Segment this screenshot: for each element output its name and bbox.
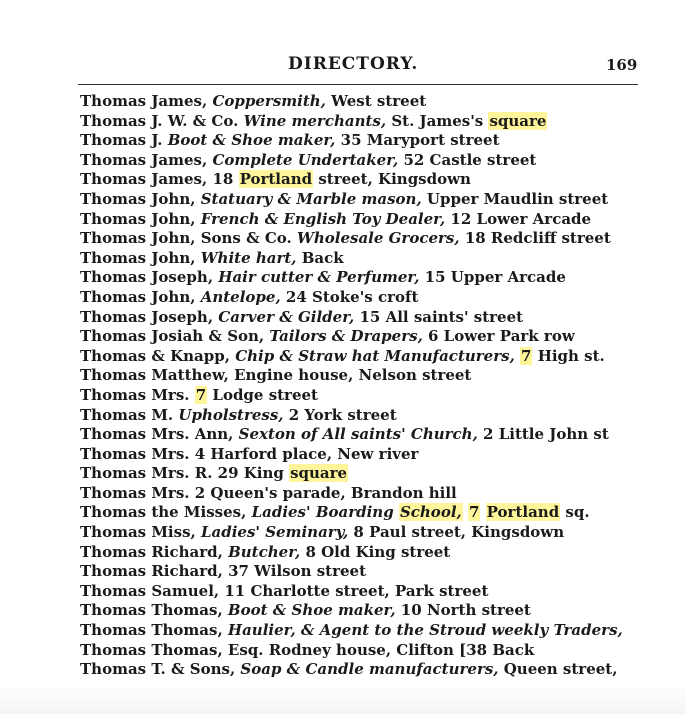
entry-text: Thomas J. W. & Co.: [80, 111, 244, 130]
directory-entry: [80, 170, 660, 190]
directory-entry: [80, 523, 660, 543]
directory-entry: [80, 425, 660, 445]
directory-entry: [80, 464, 660, 484]
directory-entry: [80, 445, 660, 465]
entry-text: Thomas John, Sons & Co.: [80, 229, 297, 248]
entry-text: 12 Lower Arcade: [445, 209, 592, 228]
directory-entry: [80, 543, 660, 563]
search-highlight: Portland: [239, 170, 313, 189]
directory-entry: [80, 347, 660, 367]
directory-entry: [80, 660, 660, 680]
entry-text: Back: [296, 248, 344, 267]
page-number: 169: [606, 56, 638, 74]
entry-occupation: White hart,: [200, 248, 297, 267]
directory-entry: [80, 621, 660, 641]
entry-text: Thomas Miss,: [80, 523, 201, 542]
entry-text: Thomas Mrs. 4 Harford place, New river: [80, 444, 419, 463]
entry-text: Thomas Matthew, Engine house, Nelson street: [80, 366, 472, 385]
entry-occupation: Sexton of All saints' Church,: [238, 425, 478, 444]
entry-occupation: Complete Undertaker,: [212, 150, 399, 169]
directory-entry: [80, 131, 660, 151]
directory-entry: [80, 190, 660, 210]
entry-text: Lodge street: [207, 385, 318, 404]
directory-entries: [80, 92, 660, 680]
entry-occupation: French & English Toy Dealer,: [200, 209, 446, 228]
entry-text: 35 Maryport street: [335, 131, 500, 150]
search-highlight: square: [290, 464, 348, 483]
entry-occupation: Wine merchants,: [243, 111, 387, 130]
search-highlight: School,: [399, 503, 462, 522]
entry-text: Thomas M.: [80, 405, 179, 424]
entry-text: 2 York street: [283, 405, 397, 424]
entry-text: Thomas John,: [80, 287, 201, 306]
entry-text: Thomas Mrs.: [80, 385, 195, 404]
search-highlight: 7: [468, 503, 480, 522]
entry-text: Thomas the Misses,: [80, 503, 252, 522]
directory-entry: [80, 327, 660, 347]
directory-entry: [80, 601, 660, 621]
directory-entry: [80, 503, 660, 523]
directory-entry: [80, 562, 660, 582]
entry-text: Thomas Joseph,: [80, 268, 219, 287]
entry-occupation: Upholstress,: [178, 405, 284, 424]
entry-text: 8 Paul street, Kingsdown: [348, 523, 565, 542]
entry-text: Thomas Richard,: [80, 542, 229, 561]
entry-text: Thomas James,: [80, 150, 213, 169]
entry-text: Thomas Richard, 37 Wilson street: [80, 562, 367, 581]
entry-occupation: Coppersmith,: [212, 92, 326, 110]
entry-text: West street: [325, 92, 427, 110]
entry-text: 24 Stoke's croft: [280, 287, 419, 306]
entry-text: Upper Maudlin street: [421, 189, 609, 208]
entry-occupation: Wholesale Grocers,: [297, 229, 460, 248]
directory-entry: [80, 308, 660, 328]
entry-text: Thomas Josiah & Son,: [80, 327, 270, 346]
entry-occupation: Boot & Shoe maker,: [167, 131, 336, 150]
directory-entry: [80, 386, 660, 406]
entry-text: Thomas John,: [80, 248, 201, 267]
entry-text: 10 North street: [395, 601, 531, 620]
entry-text: 15 All saints' street: [354, 307, 524, 326]
entry-occupation: Statuary & Marble mason,: [200, 189, 422, 208]
directory-entry: [80, 406, 660, 426]
search-highlight: Portland: [486, 503, 560, 522]
entry-text: Thomas Thomas, Esq. Rodney house, Clifton [38 Back: [80, 640, 535, 659]
search-highlight: square: [489, 111, 547, 130]
entry-text: Thomas James, 18: [80, 170, 239, 189]
entry-text: Queen street,: [498, 660, 618, 679]
entry-text: Thomas T. & Sons,: [80, 660, 241, 679]
directory-entry: [80, 229, 660, 249]
entry-text: Thomas J.: [80, 131, 168, 150]
entry-occupation: Antelope,: [200, 287, 281, 306]
entry-occupation: Boot & Shoe maker,: [227, 601, 396, 620]
entry-text: 18 Redcliff street: [459, 229, 611, 248]
entry-text: 15 Upper Arcade: [419, 268, 566, 287]
header-rule: [78, 84, 638, 85]
entry-occupation: Chip & Straw hat Manufacturers,: [235, 346, 515, 365]
entry-occupation: Ladies' Boarding: [251, 503, 399, 522]
search-highlight: 7: [195, 385, 207, 404]
directory-entry: [80, 582, 660, 602]
entry-text: Thomas & Knapp,: [80, 346, 236, 365]
entry-text: St. James's: [386, 111, 489, 130]
directory-entry: [80, 249, 660, 269]
entry-text: Thomas Thomas,: [80, 601, 228, 620]
entry-text: 52 Castle street: [398, 150, 537, 169]
entry-occupation: Soap & Candle manufacturers,: [240, 660, 499, 679]
entry-text: Thomas James,: [80, 92, 213, 110]
entry-occupation: Ladies' Seminary,: [200, 523, 349, 542]
entry-occupation: Hair cutter & Perfumer,: [218, 268, 420, 287]
directory-entry: [80, 484, 660, 504]
entry-text: Thomas John,: [80, 209, 201, 228]
page-header: [0, 54, 686, 80]
entry-text: Thomas Joseph,: [80, 307, 219, 326]
entry-text: High st.: [532, 346, 605, 365]
directory-entry: [80, 112, 660, 132]
entry-occupation: Tailors & Drapers,: [269, 327, 423, 346]
search-highlight: 7: [521, 346, 532, 365]
entry-occupation: Carver & Gilder,: [218, 307, 355, 326]
entry-text: Thomas Mrs. Ann,: [80, 425, 239, 444]
directory-entry: [80, 366, 660, 386]
entry-text: street, Kingsdown: [313, 170, 471, 189]
entry-text: 2 Little John st: [477, 425, 609, 444]
entry-occupation: Haulier, & Agent to the Stroud weekly Traders,: [227, 621, 623, 640]
directory-entry: [80, 151, 660, 171]
entry-text: [480, 503, 485, 521]
page-bottom-shade: [0, 684, 686, 714]
entry-text: sq.: [560, 503, 590, 522]
directory-entry: [80, 288, 660, 308]
directory-entry: [80, 268, 660, 288]
entry-text: Thomas Mrs. R. 29 King: [80, 464, 290, 483]
entry-text: Thomas Thomas,: [80, 621, 228, 640]
directory-entry: [80, 92, 660, 112]
entry-text: 8 Old King street: [300, 542, 451, 561]
entry-text: Thomas Samuel, 11 Charlotte street, Park street: [80, 581, 489, 600]
entry-text: 6 Lower Park row: [422, 327, 575, 346]
page-title: DIRECTORY.: [288, 54, 419, 74]
entry-occupation: Butcher,: [228, 542, 301, 561]
directory-entry: [80, 641, 660, 661]
entry-text: Thomas John,: [80, 189, 201, 208]
directory-entry: [80, 210, 660, 230]
entry-text: Thomas Mrs. 2 Queen's parade, Brandon hill: [80, 483, 457, 502]
